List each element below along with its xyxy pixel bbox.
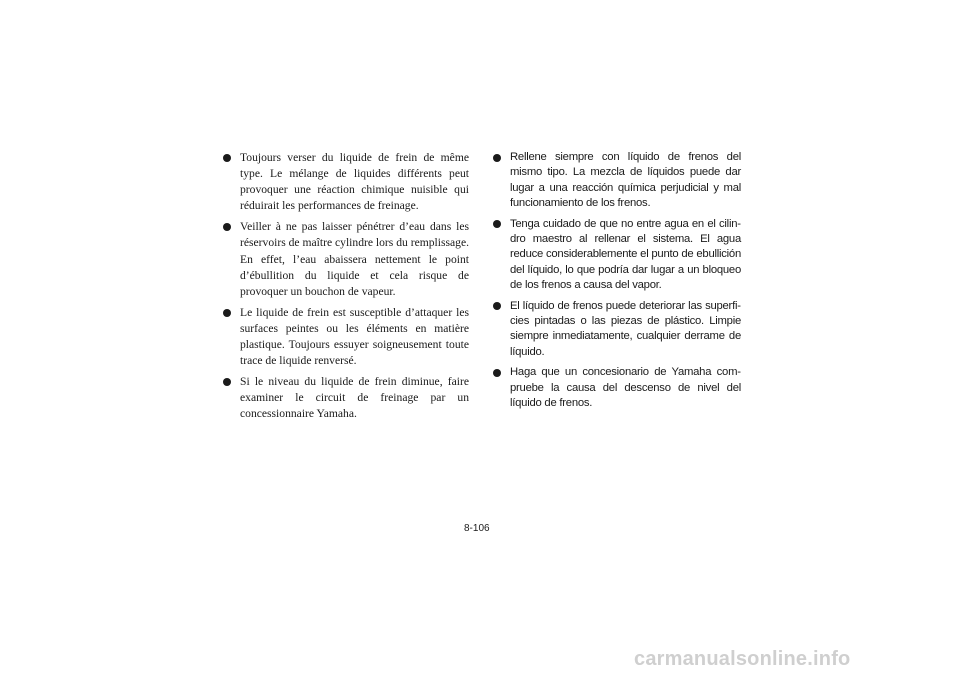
list-item: [493, 217, 741, 294]
list-item-text: Le liquide de frein est susceptible d’attaquer les surfaces peintes ou les éléments en matière plastique. Toujours essuyer soigneusement toute trace de liquide renversé.: [240, 305, 469, 368]
list-item: [223, 219, 469, 299]
list-item-text: Rellene siempre con líquido de frenos del mismo tipo. La mezcla de líquidos puede dar lugar a una reacción química perjudicial y mal funcionamiento de los frenos.: [510, 151, 741, 210]
bullet-icon: [223, 309, 231, 317]
list-item-text: Si le niveau du liquide de frein diminue, faire examiner le circuit de freinage par un concessionnaire Yamaha.: [240, 375, 469, 421]
french-column: [223, 150, 469, 428]
list-item: [223, 374, 469, 422]
bullet-icon: [493, 220, 501, 228]
list-item-text: Veiller à ne pas laisser pénétrer d’eau dans les réservoirs de maître cylindre lors du remplissage. En effet, l’eau abaissera nettement le point d’ébullition du liquide et cela risque de provoquer un bouchon de vapeur.: [240, 220, 469, 298]
watermark: carmanualsonline.info: [634, 648, 851, 670]
list-item: [223, 305, 469, 369]
list-item-text: Toujours verser du liquide de frein de même type. Le mélange de liquides différents peut provoquer une réaction chimique nuisible qui réduirait les performances de freinage.: [240, 151, 469, 213]
list-item: [493, 365, 741, 411]
list-item: [493, 299, 741, 361]
spanish-column: [493, 150, 741, 417]
list-item-text: Tenga cuidado de que no entre agua en el cilindro maestro al rellenar el sistema. El agua reduce considerablemente el punto de ebullición del líquido, lo que podría dar lugar a un bloqueo de los frenos a causa del vapor.: [510, 217, 741, 292]
bullet-icon: [223, 378, 231, 386]
list-item: [223, 150, 469, 214]
page-number: 8-106: [464, 523, 490, 534]
bullet-icon: [223, 154, 231, 162]
bullet-icon: [223, 223, 231, 231]
list-item: [493, 150, 741, 212]
bullet-icon: [493, 154, 501, 162]
list-item-text: El líquido de frenos puede deteriorar las superficies pintadas o las piezas de plástico. Limpie siempre inmediatamente, cualquier derrame de líquido.: [510, 299, 741, 358]
bullet-icon: [493, 369, 501, 377]
bullet-icon: [493, 302, 501, 310]
list-item-text: Haga que un concesionario de Yamaha compruebe la causa del descenso de nivel del líquido de frenos.: [510, 366, 741, 410]
